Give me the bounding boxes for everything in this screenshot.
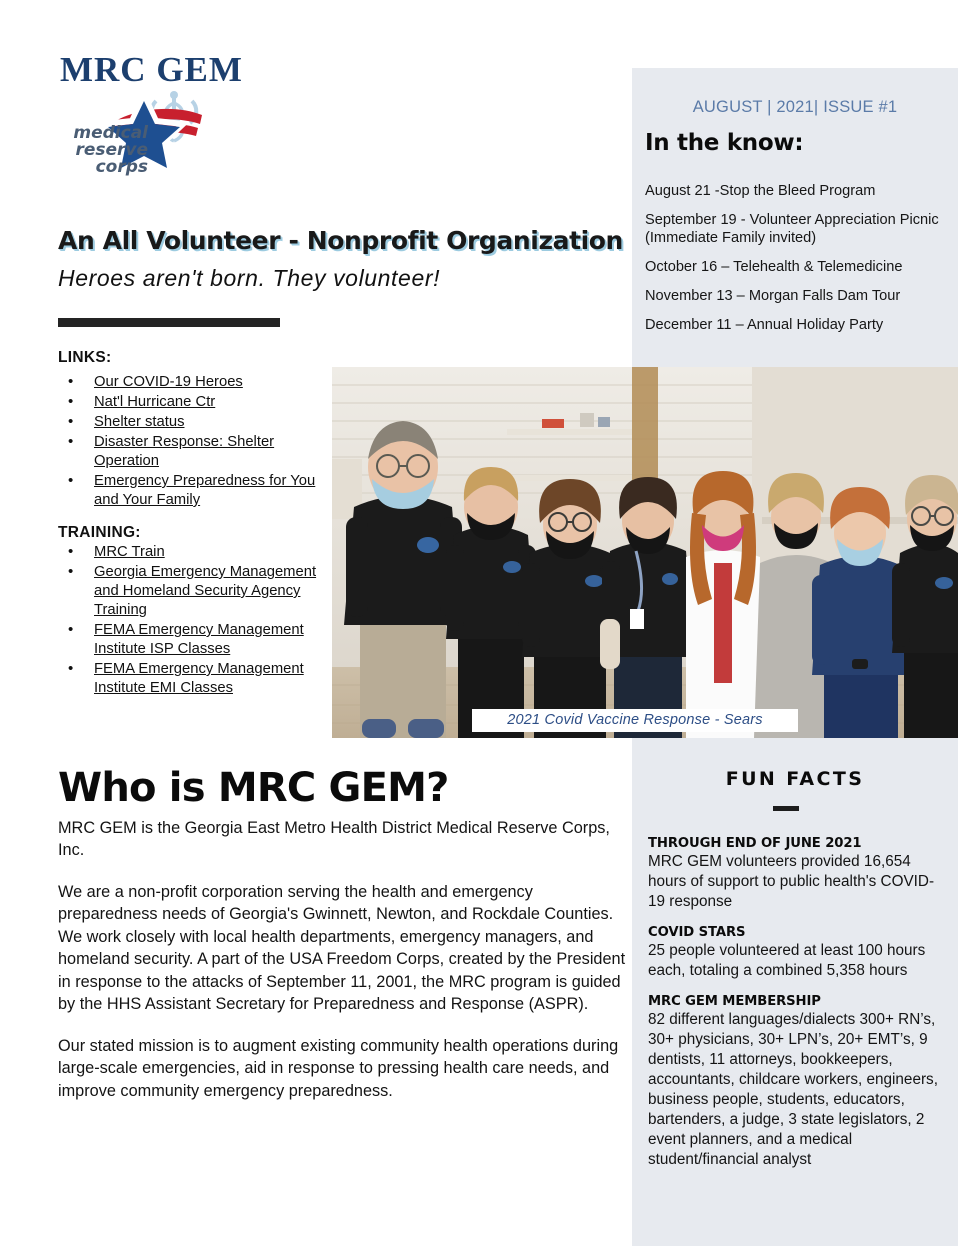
fact-title: THROUGH END OF JUNE 2021	[648, 836, 862, 851]
link-label[interactable]: Disaster Response: Shelter Operation	[94, 434, 275, 469]
group-photo	[332, 367, 958, 738]
photo-caption: 2021 Covid Vaccine Response - Sears	[472, 709, 798, 732]
list-item[interactable]	[60, 472, 326, 510]
logo-word-medical: medical	[73, 123, 148, 143]
event-item: September 19 - Volunteer Appreciation Picnic (Immediate Family invited)	[645, 212, 939, 246]
link-label[interactable]: FEMA Emergency Management Institute ISP Classes	[94, 622, 304, 657]
page-title: Who is MRC GEM?	[58, 765, 449, 811]
list-item[interactable]	[60, 621, 326, 659]
event-item: August 21 -Stop the Bleed Program	[645, 183, 876, 199]
logo-wordmark	[60, 125, 148, 176]
article-paragraph: Our stated mission is to augment existing community health operations during large-scale emergencies, aid in response to pressing health care needs, and improve community emergency preparedness.	[58, 1036, 619, 1100]
list-item[interactable]	[60, 433, 326, 471]
fun-facts-list	[648, 836, 944, 1170]
event-item: October 16 – Telehealth & Telemedicine	[645, 259, 903, 275]
tagline-subline: Heroes aren't born. They volunteer!	[58, 265, 441, 291]
list-item[interactable]	[60, 373, 326, 392]
fact-body: 25 people volunteered at least 100 hours each, totaling a combined 5,358 hours	[648, 942, 926, 979]
event-item: December 11 – Annual Holiday Party	[645, 317, 884, 333]
links-list	[60, 373, 326, 510]
fact-title: COVID STARS	[648, 925, 746, 940]
mrc-gem-logo	[52, 52, 302, 212]
fact-body: 82 different languages/dialects 300+ RN’s, 30+ physicians, 30+ LPN’s, 20+ EMT’s, 9 dentists, 11 attorneys, bookkeepers, accountants, childcare workers, engineers, business people, students, educators, bartenders, a judge, 3 state legislators, 2 event planners, and a medical student/financial analyst	[648, 1011, 938, 1168]
fun-facts-divider	[773, 806, 799, 811]
tagline-block	[58, 226, 623, 292]
in-the-know-title: In the know:	[645, 130, 804, 156]
logo-word-reserve: reserve	[75, 140, 148, 160]
training-block	[58, 524, 326, 698]
list-item[interactable]	[60, 413, 326, 432]
logo-word-corps: corps	[95, 157, 148, 177]
link-label[interactable]: Georgia Emergency Management and Homeland Security Agency Training	[94, 564, 317, 618]
link-label[interactable]: Nat'l Hurricane Ctr	[94, 394, 216, 410]
fun-facts-title: FUN FACTS	[725, 768, 865, 790]
training-list	[60, 543, 326, 698]
fact-title: MRC GEM MEMBERSHIP	[648, 994, 821, 1009]
horizontal-rule	[58, 318, 280, 327]
article-paragraph: MRC GEM is the Georgia East Metro Health District Medical Reserve Corps, Inc.	[58, 818, 610, 860]
tagline-headline: An All Volunteer - Nonprofit Organization	[58, 226, 623, 255]
events-list	[645, 182, 947, 345]
list-item[interactable]	[60, 393, 326, 412]
mrc-star-logo-icon	[52, 91, 252, 196]
list-item[interactable]	[60, 543, 326, 562]
fact-body: MRC GEM volunteers provided 16,654 hours of support to public health's COVID-19 response	[648, 853, 935, 910]
list-item[interactable]	[60, 563, 326, 620]
event-item: November 13 – Morgan Falls Dam Tour	[645, 288, 901, 304]
fact-item	[648, 925, 944, 981]
fact-item	[648, 836, 944, 912]
article-paragraph: We are a non-profit corporation serving the health and emergency preparedness needs of Georgia's Gwinnett, Newton, and Rockdale Counties. We work closely with local health departments, emergency managers, and homeland security. A part of the USA Freedom Corps, created by the President in response to the attacks of September 11, 2001, the MRC program is guided by the HHS Assistant Secretary for Preparedness and Response (ASPR).	[58, 882, 626, 1014]
link-label[interactable]: FEMA Emergency Management Institute EMI Classes	[94, 661, 304, 696]
fact-item	[648, 994, 944, 1170]
link-label[interactable]: Emergency Preparedness for You and Your Family	[94, 473, 316, 508]
link-label[interactable]: Our COVID-19 Heroes	[94, 374, 243, 390]
links-heading: LINKS:	[58, 349, 112, 366]
logo-title: MRC GEM	[60, 50, 243, 89]
training-heading: TRAINING:	[58, 524, 141, 541]
link-label[interactable]: Shelter status	[94, 414, 185, 430]
list-item[interactable]	[60, 660, 326, 698]
link-label[interactable]: MRC Train	[94, 544, 165, 560]
issue-line: AUGUST | 2021| ISSUE #1	[692, 98, 898, 116]
article-who-is-mrc-gem	[58, 765, 628, 1102]
links-column	[58, 349, 326, 699]
